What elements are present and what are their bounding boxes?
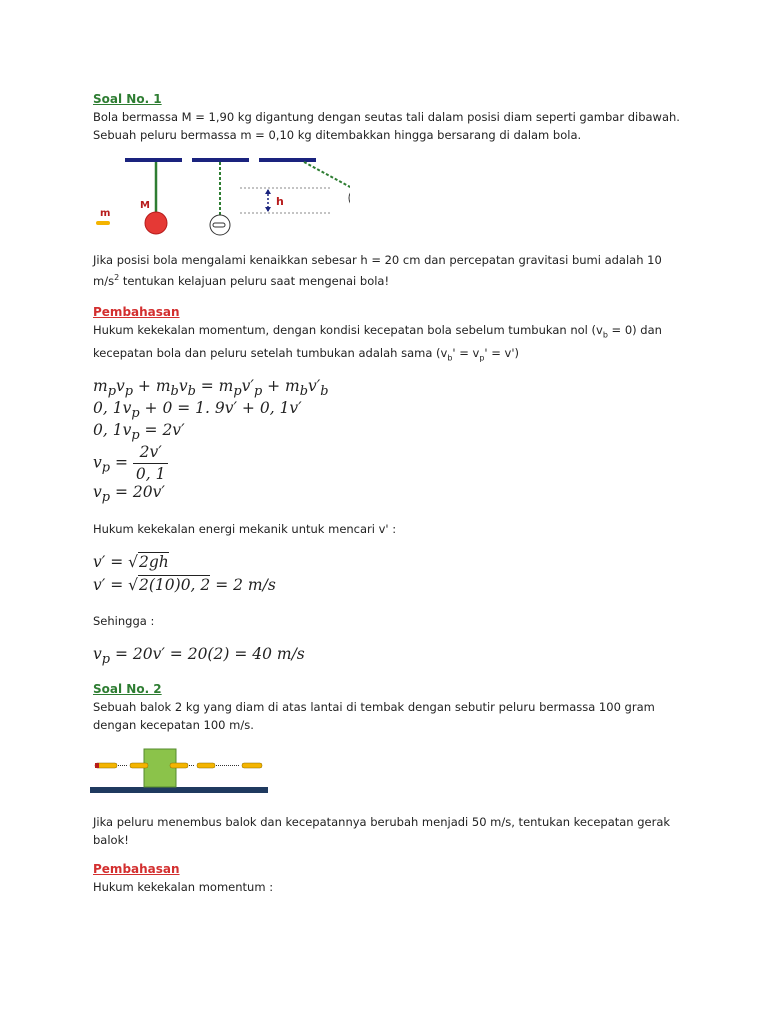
bullet-icon-5	[242, 763, 262, 768]
pembahasan-1-text: Hukum kekekalan momentum, dengan kondisi kecepatan bola sebelum tumbukan nol $(v_b = 0)$ dan kecepatan bola dan peluru setelah tumbukan adalah sama $(v_b' = v_p' = v')$	[93, 323, 662, 363]
soal-2-text: Sebuah balok 2 kg yang diam di atas lantai di tembak dengan sebutir peluru bermassa 100 gram dengan kecepatan 100 m/s.	[93, 700, 655, 732]
bullet-block-figure	[90, 745, 270, 795]
soal-2-question: Jika peluru menembus balok dan kecepatannya berubah menjadi 50 m/s, tentukan kecepatan gerak balok!	[93, 815, 671, 847]
pembahasan-1-heading: Pembahasan	[93, 305, 180, 319]
arrow-head-down	[265, 207, 271, 212]
embedded-bullet-1	[213, 223, 225, 227]
momentum-equation-5: $v_p = 20v'$	[93, 483, 165, 506]
ballistic-pendulum-figure	[90, 150, 350, 240]
momentum-equation-3: 0, $1v_p = 2v'$	[93, 421, 185, 444]
support-rod-1	[125, 158, 182, 162]
soal-1-text: Bola bermassa M = 1,90 kg digantung dengan seutas tali dalam posisi diam seperti gambar dibawah. Sebuah peluru bermassa m = 0,10 kg ditembakkan hingga bersarang di dalam bola.	[93, 110, 680, 142]
pembahasan-2-text: Hukum kekekalan momentum :	[93, 880, 274, 894]
bullet-icon-4	[197, 763, 215, 768]
label-M: M	[140, 200, 150, 211]
bullet-icon	[96, 221, 110, 225]
arrow-head-up	[265, 189, 271, 194]
bullet-icon-2	[130, 763, 148, 768]
momentum-equation-2: 0, $1v_p + 0 = 1$. 9v′ + 0, 1v′	[93, 399, 302, 422]
energy-equation-1: v′ = √2gh	[93, 553, 169, 571]
momentum-equation-4: $v_p$ = $\frac{2v'}{0, 1}$	[93, 442, 168, 485]
final-equation: $v_p = 20v' = 20(2) = 40$ m/s	[93, 645, 305, 668]
soal-1-question: Jika posisi bola mengalami kenaikkan sebesar h = 20 cm dan percepatan gravitasi bumi adalah 10 $m/s^2$ tentukan kelajuan peluru saat mengenai bola!	[93, 253, 662, 288]
soal-1-heading: Soal No. 1	[93, 92, 162, 106]
ball-outline-2	[349, 188, 350, 208]
momentum-equation-1: $m_pv_p + m_bv_b = m_pv'_p + m_bv'_b$	[93, 377, 329, 400]
bullet-icon-3	[170, 763, 188, 768]
pembahasan-2-heading: Pembahasan	[93, 862, 180, 876]
support-rod-3	[259, 158, 316, 162]
label-m: m	[100, 208, 111, 219]
string-3-dashed	[304, 162, 350, 188]
label-h: h	[276, 195, 284, 208]
bullet-tail	[95, 763, 99, 768]
energy-equation-2: v′ = √2(10)0, 2 = 2 m/s	[93, 576, 276, 594]
floor	[90, 787, 268, 793]
ball-M	[145, 212, 167, 234]
energy-text: Hukum kekekalan energi mekanik untuk mencari v' :	[93, 522, 397, 536]
support-rod-2	[192, 158, 249, 162]
soal-2-heading: Soal No. 2	[93, 682, 162, 696]
sehingga-text: Sehingga :	[93, 614, 155, 628]
